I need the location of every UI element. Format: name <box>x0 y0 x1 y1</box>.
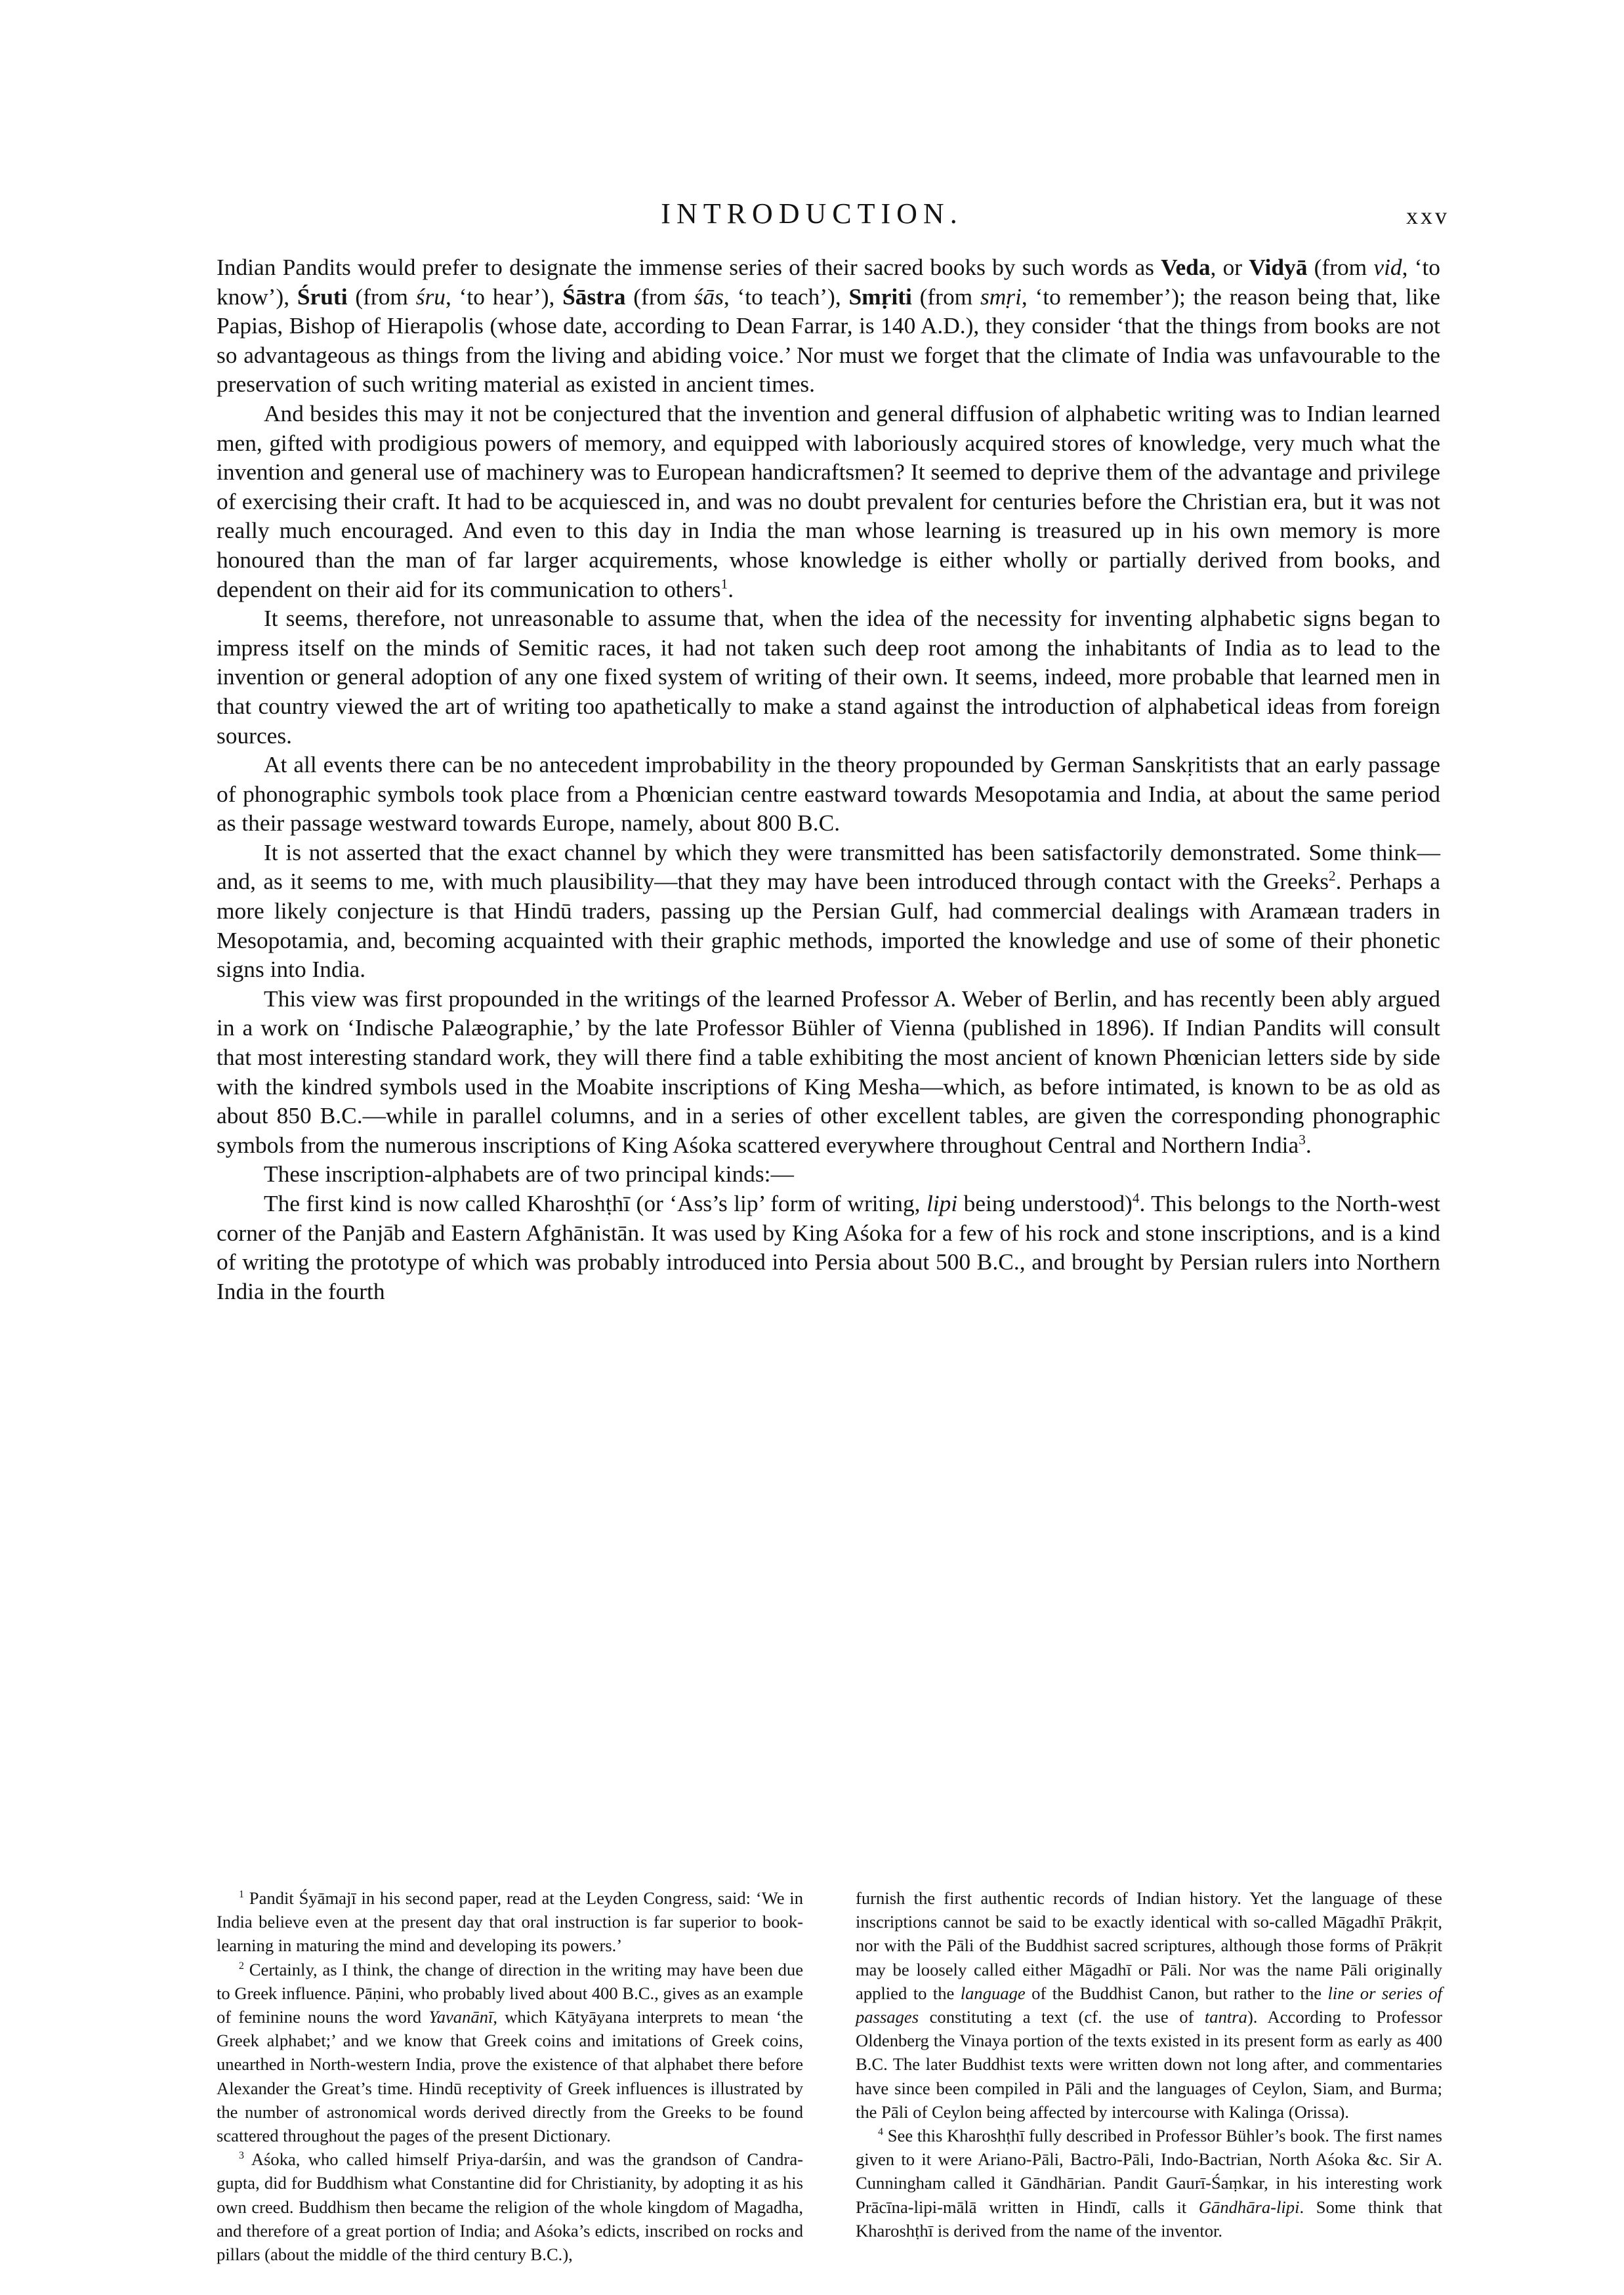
paragraph-2: And besides this may it not be conjectured that the invention and general diffusion of alphabetic writing was to Indian learned men, gifted with prodigious powers of memory, and equipped with laboriously acquired stores of knowledge, very much what the invention and general use of machinery was to European handicraftsmen? It seemed to deprive them of the advantage and privilege of exercising their craft. It had to be acquiesced in, and was no doubt prevalent for centuries before the Christian era, but it was not really much encouraged. And even to this day in India the man whose learning is treasured up in his own memory is more honoured than the man of far larger acquirements, whose knowledge is either wholly or partially derived from books, and dependent on their aid for its communication to others$^1$. <box>217 400 1440 602</box>
footnote-2: $^2$ Certainly, as I think, the change of direction in the writing may have been due to Greek influence. Pāṇini, who probably lived about 400 B.C., gives as an example of feminine nouns the word Yavanānī, which Kātyāyana interprets to mean ‘the Greek alphabet;’ and we know that Greek coins and imitations of Greek coins, unearthed in North-western India, prove the existence of that alphabet there before Alexander the Great’s time. Hindū receptivity of Greek influences is illustrated by the number of astronomical words derived directly from the Greeks to be found scattered throughout the pages of the present Dictionary. <box>217 1959 804 2146</box>
paragraph-8: The first kind is now called Kharoshṭhī (or ‘Ass’s lip’ form of writing, lipi being understood)$^4$. This belongs to the North-west corner of the Panjāb and Eastern Afghānistān. It was used by King Aśoka for a few of his rock and stone inscriptions, and is a kind of writing the prototype of which was probably introduced into Persia about 500 B.C., and brought by Persian rulers into Northern India in the fourth <box>217 1190 1440 1304</box>
paragraph-7: These inscription-alphabets are of two principal kinds:— <box>264 1161 794 1188</box>
term-vidya: Vidyā <box>1249 254 1308 280</box>
main-text <box>217 253 1440 1306</box>
page-number: xxv <box>1406 203 1449 229</box>
paragraph-3: It seems, therefore, not unreasonable to assume that, when the idea of the necessity for inventing alphabetic signs began to impress itself on the minds of Semitic races, it had not taken such deep root among the inhabitants of India as to lead to the invention or general adoption of any one fixed system of writing of their own. It seems, indeed, more probable that learned men in that country viewed the art of writing too apathetically to make a stand against the introduction of alphabetical ideas from foreign sources. <box>217 605 1440 749</box>
term-veda: Veda <box>1161 254 1211 280</box>
running-title: INTRODUCTION. <box>661 197 963 230</box>
footnote-column-left <box>217 1886 803 2266</box>
footnote-3-continued: furnish the first authentic records of Indian history. Yet the language of these inscriptions cannot be said to be exactly identical with so-called Māgadhī Prākṛit, nor with the Pāli of the Buddhist sacred scriptures, although those forms of Prākṛit may be loosely called either Māgadhī or Pāli. Nor was the name Pāli originally applied to the language of the Buddhist Canon, but rather to the line or series of passages constituting a text (cf. the use of tantra). According to Professor Oldenberg the Vinaya portion of the texts existed in its present form as early as 400 B.C. The later Buddhist texts were written down not long after, and commentaries have since been compiled in Pāli and the languages of Ceylon, Siam, and Burma; the Pāli of Ceylon being affected by intercourse with Kalinga (Orissa). <box>856 1888 1442 2122</box>
footnotes <box>217 1886 1442 2266</box>
paragraph-1: Indian Pandits would prefer to designate the immense series of their sacred books by such words as Veda, or Vidyā (from vid, ‘to know’), Śruti (from śru, ‘to hear’), Śāstra (from śās, ‘to teach’), Smṛiti (from smṛi, ‘to remember’); the reason being that, like Papias, Bishop of Hierapolis (whose date, according to Dean Farrar, is 140 A.D.), they consider ‘that the things from books are not so advantageous as things from the living and abiding voice.’ Nor must we forget that the climate of India was unfavourable to the preservation of such writing material as existed in ancient times. <box>217 254 1440 398</box>
term-sastra: Śāstra <box>562 283 626 310</box>
term-sruti: Śruti <box>297 283 348 310</box>
footnote-ref-3: 3 <box>1299 1132 1306 1148</box>
term-smriti: Smṛiti <box>848 283 912 310</box>
footnote-ref-1: 1 <box>720 575 728 592</box>
footnote-ref-2: 2 <box>1328 868 1336 884</box>
footnote-column-right <box>856 1886 1442 2266</box>
paragraph-6: This view was first propounded in the writings of the learned Professor A. Weber of Berlin, and has recently been ably argued in a work on ‘Indische Palæographie,’ by the late Professor Bühler of Vienna (published in 1896). If Indian Pandits will consult that most interesting standard work, they will there find a table exhibiting the most ancient of known Phœnician letters side by side with the kindred symbols used in the Moabite inscriptions of King Mesha—which, as before intimated, is known to be as old as about 850 B.C.—while in parallel columns, and in a series of other excellent tables, are given the corresponding phonographic symbols from the numerous inscriptions of King Aśoka scattered everywhere throughout Central and Northern India$^3$. <box>217 985 1440 1158</box>
footnote-1: $^1$ Pandit Śyāmajī in his second paper, read at the Leyden Congress, said: ‘We in India believe even at the present day that oral instruction is far superior to book-learning in maturing the mind and developing its powers.’ <box>217 1888 803 1956</box>
paragraph-5: It is not asserted that the exact channel by which they were transmitted has been satisfactorily demonstrated. Some think—and, as it seems to me, with much plausibility—that they may have been introduced through contact with the Greeks$^2$. Perhaps a more likely conjecture is that Hindū traders, passing up the Persian Gulf, had commercial dealings with Aramæan traders in Mesopotamia, and, becoming acquainted with their graphic methods, imported the knowledge and use of some of their phonetic signs into India. <box>217 838 1440 983</box>
paragraph-4: At all events there can be no antecedent improbability in the theory propounded by German Sanskṛitists that an early passage of phonographic symbols took place from a Phœnician centre eastward towards Mesopotamia and India, at about the same period as their passage westward towards Europe, namely, about 800 B.C. <box>217 751 1440 837</box>
footnote-ref-4: 4 <box>1132 1190 1140 1207</box>
footnote-4: $^4$ See this Kharoshṭhī fully described in Professor Bühler’s book. The first names given to it were Ariano-Pāli, Bactro-Pāli, Indo-Bactrian, North Aśoka &c. Sir A. Cunningham called it Gāndhārian. Pandit Gaurī-Śaṃkar, in his interesting work Prācīna-lipi-mālā written in Hindī, calls it Gāndhāra-lipi. Some think that Kharoshṭhī is derived from the name of the inventor. <box>856 2126 1442 2241</box>
running-head <box>0 197 1624 236</box>
footnote-3: $^3$ Aśoka, who called himself Priya-darśin, and was the grandson of Candra-gupta, did for Buddhism what Constantine did for Christianity, by adopting it as his own creed. Buddhism then became the religion of the whole kingdom of Magadha, and therefore of a great portion of India; and Aśoka’s edicts, inscribed on rocks and pillars (about the middle of the third century B.C.), <box>217 2149 803 2265</box>
